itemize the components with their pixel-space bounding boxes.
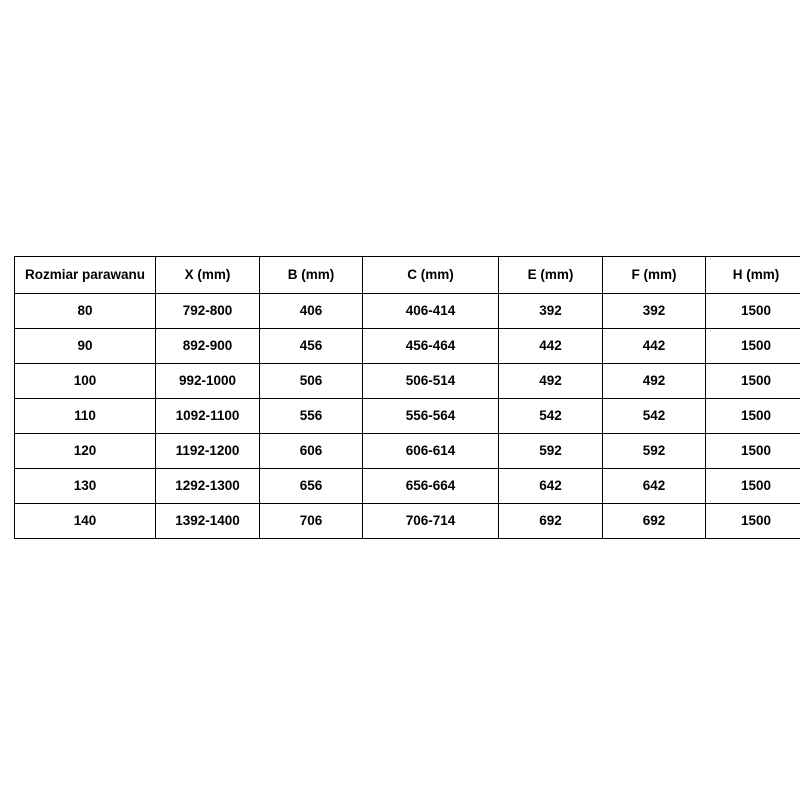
table-cell-f: 492 bbox=[603, 364, 706, 399]
table-row bbox=[15, 364, 800, 399]
table-cell-size: 110 bbox=[15, 399, 156, 434]
table-cell-b: 606 bbox=[260, 434, 363, 469]
table-cell-h: 1500 bbox=[706, 399, 800, 434]
table-cell-h: 1500 bbox=[706, 504, 800, 539]
table-column-header: C (mm) bbox=[363, 257, 499, 294]
table-cell-h: 1500 bbox=[706, 294, 800, 329]
table-column-header: B (mm) bbox=[260, 257, 363, 294]
table-cell-b: 706 bbox=[260, 504, 363, 539]
table-cell-c: 406-414 bbox=[363, 294, 499, 329]
table-cell-h: 1500 bbox=[706, 469, 800, 504]
table-column-header: Rozmiar parawanu bbox=[15, 257, 156, 294]
table-cell-x: 1092-1100 bbox=[156, 399, 260, 434]
table-cell-c: 656-664 bbox=[363, 469, 499, 504]
table-cell-f: 442 bbox=[603, 329, 706, 364]
table-cell-b: 506 bbox=[260, 364, 363, 399]
table-row bbox=[15, 329, 800, 364]
table-column-header: F (mm) bbox=[603, 257, 706, 294]
table-cell-h: 1500 bbox=[706, 329, 800, 364]
sizing-table bbox=[14, 256, 800, 539]
table-cell-size: 80 bbox=[15, 294, 156, 329]
table-header-row bbox=[15, 257, 800, 294]
table-row bbox=[15, 294, 800, 329]
table-column-header: X (mm) bbox=[156, 257, 260, 294]
table-cell-size: 140 bbox=[15, 504, 156, 539]
table-cell-x: 992-1000 bbox=[156, 364, 260, 399]
table-cell-h: 1500 bbox=[706, 364, 800, 399]
table-cell-c: 456-464 bbox=[363, 329, 499, 364]
table-cell-b: 406 bbox=[260, 294, 363, 329]
table-cell-f: 642 bbox=[603, 469, 706, 504]
table-cell-e: 692 bbox=[499, 504, 603, 539]
table-cell-x: 792-800 bbox=[156, 294, 260, 329]
table-row bbox=[15, 434, 800, 469]
table-cell-size: 130 bbox=[15, 469, 156, 504]
table-row bbox=[15, 399, 800, 434]
table-cell-b: 656 bbox=[260, 469, 363, 504]
table-cell-e: 542 bbox=[499, 399, 603, 434]
table-cell-c: 506-514 bbox=[363, 364, 499, 399]
table-cell-size: 100 bbox=[15, 364, 156, 399]
table-cell-b: 556 bbox=[260, 399, 363, 434]
table-cell-x: 1192-1200 bbox=[156, 434, 260, 469]
table-cell-size: 90 bbox=[15, 329, 156, 364]
table-cell-e: 442 bbox=[499, 329, 603, 364]
table-cell-f: 592 bbox=[603, 434, 706, 469]
table-row bbox=[15, 469, 800, 504]
table-cell-b: 456 bbox=[260, 329, 363, 364]
table-column-header: E (mm) bbox=[499, 257, 603, 294]
table-cell-x: 1392-1400 bbox=[156, 504, 260, 539]
table-cell-e: 592 bbox=[499, 434, 603, 469]
table-cell-e: 392 bbox=[499, 294, 603, 329]
table-cell-c: 606-614 bbox=[363, 434, 499, 469]
table-cell-f: 542 bbox=[603, 399, 706, 434]
table-cell-c: 706-714 bbox=[363, 504, 499, 539]
table-cell-f: 392 bbox=[603, 294, 706, 329]
table-cell-size: 120 bbox=[15, 434, 156, 469]
table-cell-x: 892-900 bbox=[156, 329, 260, 364]
table-cell-c: 556-564 bbox=[363, 399, 499, 434]
sizing-table-container bbox=[14, 256, 786, 539]
table-cell-f: 692 bbox=[603, 504, 706, 539]
table-cell-x: 1292-1300 bbox=[156, 469, 260, 504]
table-column-header: H (mm) bbox=[706, 257, 800, 294]
table-cell-h: 1500 bbox=[706, 434, 800, 469]
table-row bbox=[15, 504, 800, 539]
table-cell-e: 492 bbox=[499, 364, 603, 399]
table-cell-e: 642 bbox=[499, 469, 603, 504]
